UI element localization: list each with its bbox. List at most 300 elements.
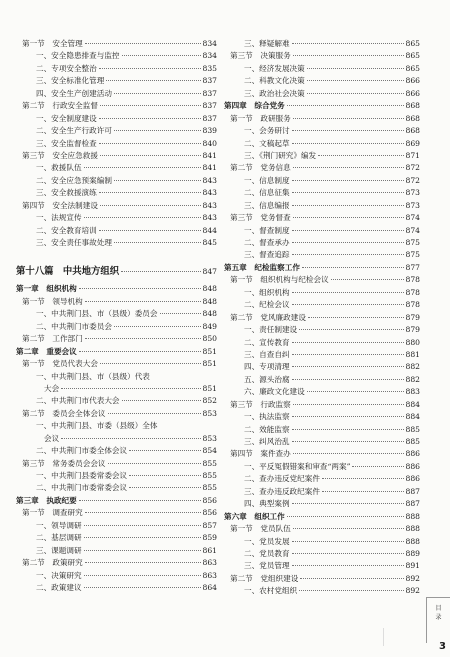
toc-entry-page: 855	[202, 483, 217, 493]
toc-entry-page: 841	[202, 150, 217, 160]
toc-entry-page: 871	[405, 150, 420, 160]
toc-entry-title: 二、中共荆门市委常委会议	[36, 483, 128, 493]
toc-section[interactable]	[16, 507, 217, 519]
toc-entry-title: 二、基层调研	[36, 533, 82, 543]
section-tab-line1: 目	[435, 605, 442, 612]
dot-leader	[99, 143, 201, 144]
toc-entry-page: 845	[202, 238, 217, 247]
toc-entry-title: 第四节 案件查办	[230, 449, 291, 459]
toc-entry-page: 849	[202, 321, 217, 331]
toc-entry-title: 一、经济发展决策	[244, 63, 305, 73]
toc-section[interactable]	[224, 573, 420, 585]
toc-item[interactable]	[16, 75, 217, 87]
toc-item[interactable]	[224, 38, 420, 50]
dot-leader	[293, 528, 404, 529]
toc-entry-title: 二、中共荆门市代表大会	[36, 396, 120, 406]
toc-entry-title: 一、中共荆门县、市（县级）代表	[36, 371, 150, 381]
toc-entry-title: 二、中共荆门市委全体会议	[36, 446, 128, 456]
toc-entry-page: 872	[405, 175, 420, 185]
toc-entry-page: 859	[202, 533, 217, 543]
toc-entry-title: 一、决策研究	[36, 570, 82, 580]
dot-leader	[85, 43, 201, 44]
toc-entry-page: 861	[202, 545, 217, 555]
toc-entry-title: 第一节 组织机构与纪检会议	[230, 275, 329, 285]
toc-entry-page: 878	[405, 300, 420, 310]
toc-entry-page: 834	[202, 39, 217, 48]
toc-entry-page: 856	[202, 495, 217, 505]
toc-entry-page: 891	[405, 561, 420, 571]
toc-entry-title: 一、法规宣传	[36, 213, 82, 223]
toc-item[interactable]	[224, 411, 420, 423]
dot-leader	[318, 155, 403, 156]
toc-right-column	[224, 38, 420, 598]
dot-leader	[85, 512, 201, 513]
toc-entry-page: 887	[405, 499, 420, 509]
toc-item[interactable]	[224, 138, 420, 150]
toc-item[interactable]	[224, 337, 420, 349]
dot-leader	[84, 575, 201, 576]
toc-entry-title: 一、农村党组织	[244, 586, 298, 596]
dot-leader	[292, 130, 404, 131]
toc-section[interactable]	[224, 162, 420, 174]
toc-entry-page: 851	[202, 346, 217, 356]
dot-leader	[292, 180, 404, 181]
toc-chapter[interactable]	[16, 495, 217, 507]
toc-item[interactable]	[16, 175, 217, 187]
dot-leader	[108, 413, 201, 414]
toc-entry-title: 四、典型案例	[244, 499, 290, 509]
toc-item[interactable]	[224, 249, 420, 261]
toc-item[interactable]	[224, 386, 420, 398]
dot-leader	[114, 93, 201, 94]
toc-section[interactable]	[224, 448, 420, 460]
toc-entry-page: 882	[405, 362, 420, 372]
toc-entry-title: 三、《荆门研究》编发	[244, 150, 317, 160]
dot-leader	[299, 329, 403, 330]
toc-item[interactable]	[224, 498, 420, 510]
toc-entry-page: 878	[405, 287, 420, 297]
toc-item[interactable]	[16, 532, 217, 544]
toc-entry-title: 一、会务研讨	[244, 126, 290, 136]
toc-entry-page: 875	[405, 250, 420, 260]
dot-leader	[100, 155, 201, 156]
toc-entry-title: 第三节 行政监察	[230, 399, 291, 409]
toc-item[interactable]	[224, 536, 420, 548]
toc-entry-page: 884	[405, 399, 420, 409]
dot-leader	[307, 80, 404, 81]
toc-entry-title: 第十八篇 中共地方组织	[16, 266, 120, 278]
toc-entry-title: 三、信息编报	[244, 200, 290, 210]
toc-item[interactable]	[16, 383, 217, 395]
toc-item[interactable]	[224, 63, 420, 75]
toc-entry-page: 874	[405, 213, 420, 223]
dot-leader	[129, 487, 200, 488]
toc-item[interactable]	[16, 470, 217, 482]
toc-entry-page: 864	[202, 582, 217, 592]
toc-item[interactable]	[16, 371, 217, 383]
dot-leader	[292, 416, 404, 417]
toc-item[interactable]	[224, 349, 420, 361]
toc-entry-page: 868	[405, 113, 420, 123]
toc-entry-title: 四、专项清理	[244, 362, 290, 372]
toc-item[interactable]	[16, 395, 217, 407]
dot-leader	[307, 391, 404, 392]
toc-item[interactable]	[224, 200, 420, 212]
toc-entry-title: 二、纪检会议	[244, 300, 290, 310]
toc-item[interactable]	[224, 585, 420, 597]
dot-leader	[292, 143, 404, 144]
toc-item[interactable]	[224, 560, 420, 572]
toc-entry-title: 一、执法监察	[244, 412, 290, 422]
toc-entry-page: 866	[405, 76, 420, 86]
toc-entry-page: 848	[202, 296, 217, 306]
dot-leader	[61, 388, 200, 389]
toc-chapter[interactable]	[224, 100, 420, 112]
toc-item[interactable]	[224, 361, 420, 373]
toc-item[interactable]	[16, 225, 217, 237]
toc-entry-title: 会议	[44, 433, 60, 443]
dot-leader	[293, 217, 404, 218]
toc-entry-title: 第二节 党组织建设	[230, 573, 299, 583]
toc-entry-page: 843	[202, 175, 217, 185]
dot-leader	[129, 450, 200, 451]
toc-entry-title: 三、释疑解难	[244, 39, 290, 48]
toc-entry-page: 889	[405, 548, 420, 558]
toc-section[interactable]	[16, 458, 217, 470]
toc-entry-page: 885	[405, 437, 420, 446]
toc-entry-title: 二、政策建议	[36, 582, 82, 592]
toc-item[interactable]	[224, 225, 420, 237]
toc-entry-page: 886	[405, 449, 420, 459]
toc-entry-title: 第二节 工作部门	[22, 334, 83, 344]
toc-item[interactable]	[16, 445, 217, 457]
toc-entry-title: 第一节 安全管理	[22, 39, 83, 48]
toc-entry-title: 一、党员发展	[244, 536, 290, 546]
toc-section[interactable]	[224, 523, 420, 535]
dot-leader	[308, 317, 404, 318]
toc-item[interactable]	[224, 287, 420, 299]
toc-entry-title: 一、责任制建设	[244, 325, 298, 335]
toc-entry-title: 大会	[44, 383, 60, 393]
toc-item[interactable]	[16, 88, 217, 100]
toc-entry-page: 873	[405, 188, 420, 198]
toc-entry-page: 879	[405, 325, 420, 335]
toc-item[interactable]	[224, 486, 420, 498]
dot-leader	[85, 562, 201, 563]
toc-entry-page: 881	[405, 349, 420, 359]
toc-entry-title: 二、安全生产行政许可	[36, 126, 112, 136]
dot-leader	[352, 466, 403, 467]
dot-leader	[108, 463, 201, 464]
toc-section[interactable]	[224, 399, 420, 411]
dot-leader	[292, 541, 404, 542]
toc-item[interactable]	[224, 424, 420, 436]
toc-entry-page: 888	[405, 511, 420, 521]
dot-leader	[299, 590, 403, 591]
toc-entry-title: 一、中共荆门县、市委（县级）全体	[36, 421, 158, 431]
toc-entry-page: 886	[405, 461, 420, 471]
toc-entry-title: 第二节 行政安全监督	[22, 101, 98, 111]
dot-leader	[292, 205, 404, 206]
toc-item[interactable]	[224, 324, 420, 336]
toc-entry-page: 844	[202, 225, 217, 235]
toc-entry-page: 852	[202, 396, 217, 406]
toc-entry-page: 848	[202, 284, 217, 294]
toc-item[interactable]	[224, 473, 420, 485]
toc-entry-title: 三、安全救援演练	[36, 188, 97, 198]
dot-leader	[114, 326, 201, 327]
toc-item[interactable]	[16, 582, 217, 594]
toc-entry-page: 884	[405, 412, 420, 422]
toc-entry-page: 865	[405, 63, 420, 73]
dot-leader	[84, 550, 201, 551]
toc-entry-page: 880	[405, 337, 420, 347]
toc-entry-page: 843	[202, 200, 217, 210]
toc-entry-page: 843	[202, 213, 217, 223]
dot-leader	[79, 351, 201, 352]
toc-item[interactable]	[224, 237, 420, 249]
toc-entry-title: 第一节 党员代表大会	[22, 359, 98, 369]
toc-entry-page: 850	[202, 334, 217, 344]
toc-entry-title: 一、平反冤假错案和审查“两案”	[244, 461, 351, 471]
toc-entry-page: 837	[202, 88, 217, 98]
dot-leader	[293, 118, 404, 119]
toc-item[interactable]	[224, 299, 420, 311]
toc-entry-title: 二、专项安全整治	[36, 63, 97, 73]
toc-entry-page: 857	[202, 520, 217, 530]
toc-entry-title: 第三节 决策服务	[230, 51, 291, 61]
toc-item[interactable]	[16, 125, 217, 137]
dot-leader	[79, 288, 201, 289]
toc-entry-page: 837	[202, 76, 217, 86]
dot-leader	[100, 363, 201, 364]
toc-chapter[interactable]	[16, 283, 217, 295]
toc-entry-title: 一、督查制度	[244, 225, 290, 235]
dot-leader	[292, 441, 404, 442]
toc-item[interactable]	[16, 237, 217, 249]
toc-entry-page: 863	[202, 570, 217, 580]
toc-entry-title: 三、政治社会决策	[244, 88, 305, 98]
toc-entry-page: 882	[405, 374, 420, 384]
toc-entry-title: 二、安全应急预案编制	[36, 175, 112, 185]
dot-leader	[106, 80, 200, 81]
toc-section[interactable]	[224, 312, 420, 324]
dot-leader	[292, 429, 404, 430]
toc-entry-title: 第二章 重要会议	[16, 346, 77, 356]
toc-section[interactable]	[16, 100, 217, 112]
dot-leader	[292, 354, 404, 355]
divider	[383, 628, 384, 646]
toc-entry-title: 三、党员管理	[244, 561, 290, 571]
toc-entry-title: 第三章 执政纪要	[16, 495, 77, 505]
toc-item[interactable]	[16, 212, 217, 224]
toc-item[interactable]	[16, 63, 217, 75]
toc-entry-page: 877	[405, 262, 420, 272]
toc-item[interactable]	[224, 75, 420, 87]
section-tab	[426, 597, 450, 643]
toc-section[interactable]	[224, 50, 420, 62]
toc-section[interactable]	[16, 200, 217, 212]
dot-leader	[300, 578, 403, 579]
toc-entry-page: 851	[202, 359, 217, 369]
toc-entry-page: 865	[405, 51, 420, 61]
toc-entry-page: 840	[202, 138, 217, 148]
toc-section[interactable]	[16, 557, 217, 569]
dot-leader	[122, 400, 201, 401]
toc-entry-title: 三、安全监督检查	[36, 138, 97, 148]
dot-leader	[331, 279, 404, 280]
toc-item[interactable]	[16, 138, 217, 150]
dot-leader	[79, 500, 201, 501]
toc-entry-title: 三、课题调研	[36, 545, 82, 555]
toc-section[interactable]	[224, 274, 420, 286]
dot-leader	[292, 254, 404, 255]
toc-entry-title: 三、督查追踪	[244, 250, 290, 260]
toc-entry-page: 835	[202, 63, 217, 73]
toc-item[interactable]	[16, 433, 217, 445]
dot-leader	[292, 43, 404, 44]
dot-leader	[293, 167, 404, 168]
toc-item[interactable]	[224, 125, 420, 137]
dot-leader	[114, 242, 201, 243]
toc-item[interactable]	[224, 175, 420, 187]
toc-entry-page: 887	[405, 486, 420, 496]
toc-item[interactable]	[16, 308, 217, 320]
toc-entry-page: 851	[202, 383, 217, 393]
toc-item[interactable]	[16, 570, 217, 582]
dot-leader	[293, 55, 404, 56]
toc-entry-title: 二、宣传教育	[244, 337, 290, 347]
dot-leader	[307, 93, 404, 94]
toc-entry-title: 第二节 委员会全体会议	[22, 408, 106, 418]
toc-part-heading[interactable]	[16, 263, 217, 281]
toc-entry-title: 一、救援队伍	[36, 163, 82, 173]
dot-leader	[84, 587, 201, 588]
toc-entry-page: 886	[405, 474, 420, 484]
toc-entry-title: 一、中共荆门县委常委会议	[36, 471, 128, 480]
toc-section[interactable]	[224, 212, 420, 224]
toc-entry-page: 839	[202, 126, 217, 136]
toc-section[interactable]	[16, 358, 217, 370]
toc-item[interactable]	[224, 150, 420, 162]
toc-item[interactable]	[224, 88, 420, 100]
page-number: 3	[439, 641, 446, 652]
toc-entry-title: 第二节 党风廉政建设	[230, 312, 306, 322]
dot-leader	[322, 478, 404, 479]
dot-leader	[287, 516, 404, 517]
dot-leader	[114, 130, 201, 131]
toc-section[interactable]	[16, 296, 217, 308]
toc-entry-title: 一、领导调研	[36, 520, 82, 530]
toc-entry-page: 863	[202, 558, 217, 568]
toc-item[interactable]	[224, 187, 420, 199]
toc-item[interactable]	[16, 113, 217, 125]
toc-item[interactable]	[16, 482, 217, 494]
toc-entry-title: 三、自查自纠	[244, 349, 290, 359]
toc-entry-page: 878	[405, 275, 420, 285]
toc-section[interactable]	[16, 150, 217, 162]
toc-entry-page: 888	[405, 536, 420, 546]
dot-leader	[307, 68, 404, 69]
dot-leader	[292, 565, 404, 566]
dot-leader	[292, 553, 404, 554]
dot-leader	[84, 167, 201, 168]
toc-entry-page: 866	[405, 88, 420, 98]
toc-item[interactable]	[16, 520, 217, 532]
toc-entry-page: 837	[202, 113, 217, 123]
toc-section[interactable]	[224, 113, 420, 125]
toc-entry-page: 855	[202, 471, 217, 480]
toc-entry-page: 869	[405, 138, 420, 148]
dot-leader	[99, 230, 201, 231]
toc-entry-title: 第一节 党员队伍	[230, 524, 291, 534]
dot-leader	[292, 242, 404, 243]
dot-leader	[160, 313, 201, 314]
toc-entry-title: 第二节 政策研究	[22, 558, 83, 568]
toc-entry-title: 一、中共荆门县、市（县级）委员会	[36, 309, 158, 319]
toc-entry-title: 二、安全教育培训	[36, 225, 97, 235]
toc-entry-page: 873	[405, 200, 420, 210]
dot-leader	[85, 301, 201, 302]
dot-leader	[292, 366, 404, 367]
dot-leader	[99, 118, 201, 119]
toc-chapter[interactable]	[224, 511, 420, 523]
toc-item[interactable]	[16, 187, 217, 199]
toc-entry-title: 第三节 党务督查	[230, 213, 291, 223]
dot-leader	[322, 491, 404, 492]
toc-entry-title: 三、查办违反政纪案件	[244, 486, 320, 496]
section-tab-line2: 录	[435, 614, 442, 621]
toc-item[interactable]	[224, 548, 420, 560]
dot-leader	[293, 453, 404, 454]
toc-item[interactable]	[16, 162, 217, 174]
toc-entry-title: 三、安全责任事故处理	[36, 238, 112, 247]
toc-item[interactable]	[16, 545, 217, 557]
toc-entry-page: 843	[202, 188, 217, 198]
toc-entry-page: 853	[202, 433, 217, 443]
toc-item[interactable]	[16, 420, 217, 432]
toc-entry-page: 841	[202, 163, 217, 173]
toc-section[interactable]	[16, 333, 217, 345]
dot-leader	[100, 105, 201, 106]
toc-item[interactable]	[16, 50, 217, 62]
toc-entry-page: 892	[405, 573, 420, 583]
toc-entry-title: 第一章 组织机构	[16, 284, 77, 294]
dot-leader	[293, 404, 404, 405]
toc-item[interactable]	[16, 321, 217, 333]
toc-item[interactable]	[224, 374, 420, 386]
toc-item[interactable]	[224, 436, 420, 448]
toc-entry-title: 二、党员教育	[244, 548, 290, 558]
toc-section[interactable]	[16, 408, 217, 420]
dot-leader	[292, 304, 404, 305]
toc-chapter[interactable]	[16, 346, 217, 358]
toc-entry-page: 834	[202, 51, 217, 61]
toc-entry-page: 848	[202, 309, 217, 319]
toc-entry-title: 第三节 安全应急救援	[22, 150, 98, 160]
toc-entry-title: 二、科教文化决策	[244, 76, 305, 86]
toc-entry-page: 879	[405, 312, 420, 322]
toc-entry-page: 853	[202, 408, 217, 418]
toc-entry-title: 第三节 常务委员会会议	[22, 458, 106, 468]
toc-entry-title: 第五章 纪检监察工作	[224, 262, 300, 272]
toc-item[interactable]	[224, 461, 420, 473]
toc-section[interactable]	[16, 38, 217, 50]
toc-entry-title: 三、安全标准化管理	[36, 76, 105, 86]
toc-chapter[interactable]	[224, 262, 420, 274]
dot-leader	[292, 503, 404, 504]
toc-entry-title: 第一节 政研服务	[230, 113, 291, 123]
